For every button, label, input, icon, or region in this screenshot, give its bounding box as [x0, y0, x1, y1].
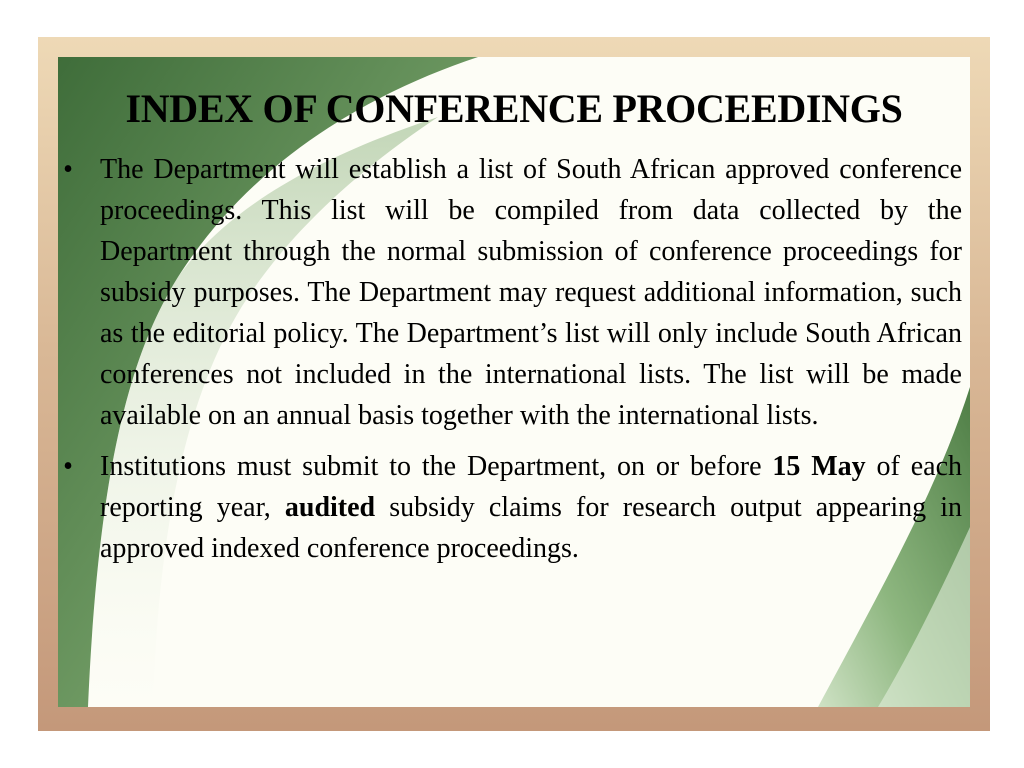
- bullet-text-part: Institutions must submit to the Department, on or before: [100, 451, 773, 482]
- deadline-date: 15 May: [772, 451, 866, 482]
- bullet-item-submission-deadline: [58, 446, 962, 569]
- slide-canvas: [58, 57, 970, 707]
- slide-frame: [38, 37, 990, 731]
- audited-emphasis: audited: [284, 492, 376, 523]
- bullet-list: [58, 149, 962, 569]
- bullet-text: [100, 446, 962, 569]
- bullet-text: The Department will establish a list of South African approved conference proceedings. This list will be compiled from data collected by the Department through the normal submission of conference proceedings for subsidy purposes. The Department may request additional information, such as the editorial policy. The Department’s list will only include South African conferences not included in the international lists. The list will be made available on an annual basis together with the international lists.: [100, 154, 962, 431]
- bullet-marker: •: [63, 154, 73, 185]
- bullet-marker: •: [63, 451, 73, 482]
- bullet-item-department-list: [58, 149, 962, 436]
- bullet-text-part: of each reporting year,: [100, 451, 963, 523]
- slide-title: INDEX OF CONFERENCE PROCEEDINGS: [125, 86, 903, 131]
- bullet-text-part: subsidy claims for research output appearing in approved indexed conference proceedings.: [100, 492, 962, 564]
- slide-content: [58, 57, 970, 707]
